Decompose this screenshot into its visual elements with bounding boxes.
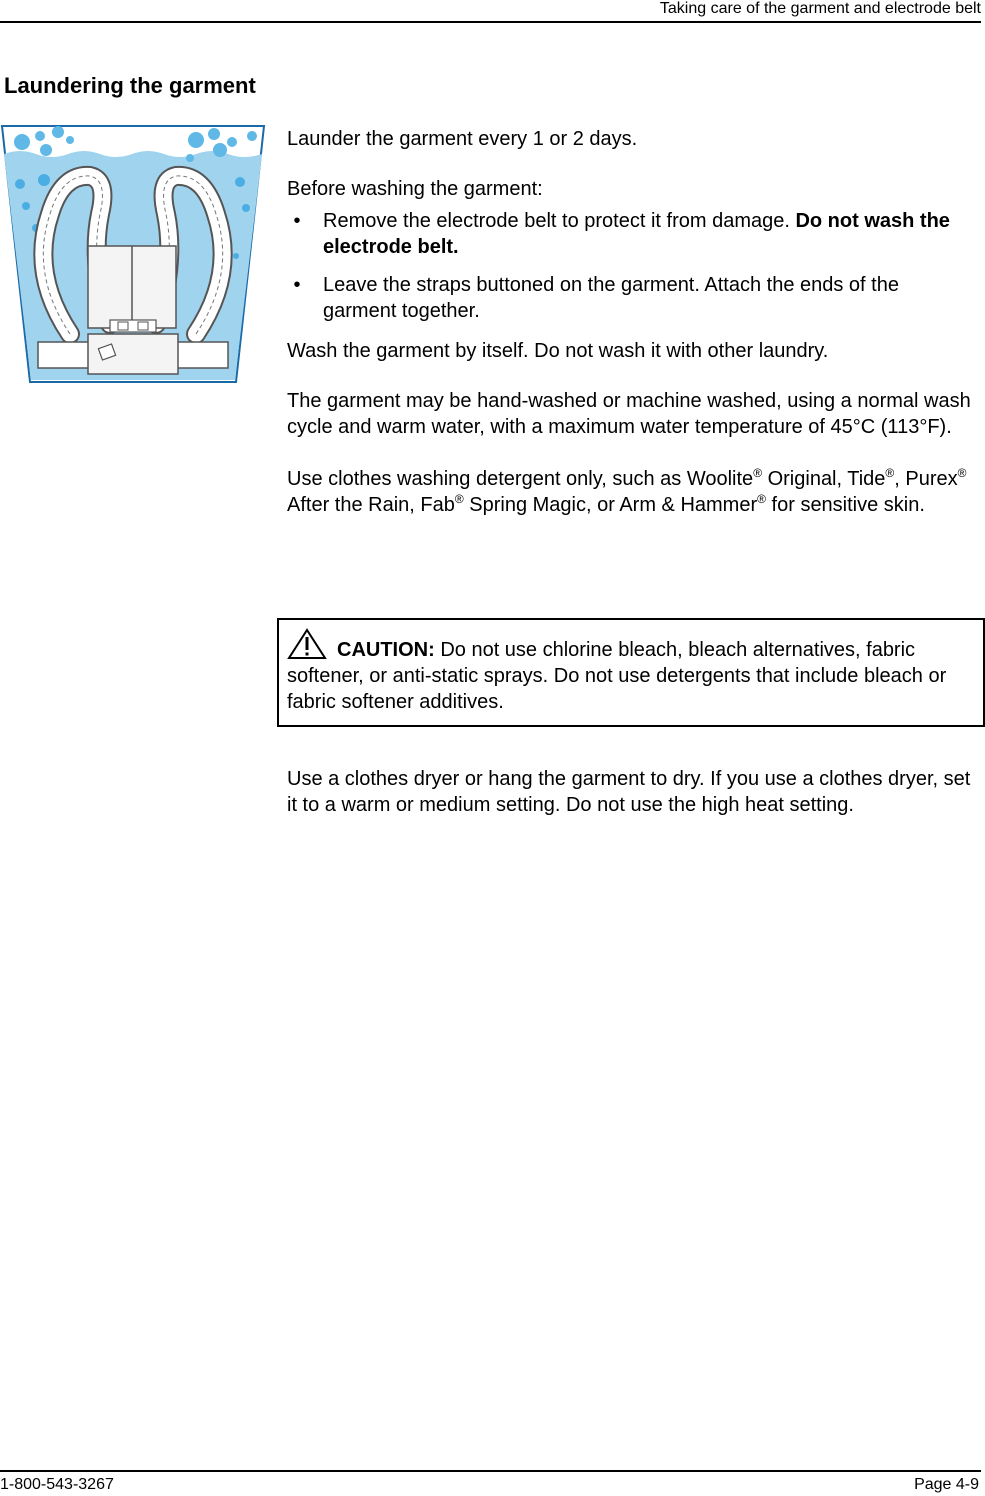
footer-page-number: Page 4-9 xyxy=(914,1476,979,1493)
running-header xyxy=(0,0,981,23)
body-content xyxy=(287,126,977,518)
caution-box xyxy=(277,618,985,727)
launder-frequency-text: Launder the garment every 1 or 2 days. xyxy=(287,128,638,150)
list-item-text: Leave the straps buttoned on the garment. Attach the ends of the garment together. xyxy=(323,274,899,322)
list-item xyxy=(287,272,977,324)
caution-label: CAUTION: xyxy=(337,639,435,661)
detergent-text: Use clothes washing detergent only, such as Woolite® Original, Tide®, Purex® After the Rain, Fab® Spring Magic, or Arm & Hammer® for sensitive skin. xyxy=(287,466,967,516)
bullet-icon: • xyxy=(293,210,301,232)
before-washing-text: Before washing the garment: xyxy=(287,178,543,200)
footer-phone: 1-800-543-3267 xyxy=(0,1476,114,1493)
before-washing-list xyxy=(287,208,977,324)
wash-method-text: The garment may be hand-washed or machine washed, using a normal wash cycle and warm water, with a maximum water temperature of 45°C (113°F). xyxy=(287,390,971,438)
caution-text: Do not use chlorine bleach, bleach alternatives, fabric softener, or anti-static sprays. Do not use detergents that include bleach or fabric softener additives. xyxy=(287,639,947,713)
bullet-icon: • xyxy=(293,274,301,296)
list-item xyxy=(287,208,977,260)
running-header-title: Taking care of the garment and electrode belt xyxy=(659,0,981,17)
list-item-text: Remove the electrode belt to protect it from damage. xyxy=(323,210,796,232)
garment-in-water-illustration xyxy=(0,124,266,384)
warning-triangle-icon xyxy=(287,628,327,660)
drying-text: Use a clothes dryer or hang the garment to dry. If you use a clothes dryer, set it to a warm or medium setting. Do not use the high heat setting. xyxy=(287,768,971,816)
list-item-warning: Do not wash the electrode belt. xyxy=(323,210,950,258)
page-footer xyxy=(0,1470,981,1496)
wash-separately-text: Wash the garment by itself. Do not wash it with other laundry. xyxy=(287,340,829,362)
section-heading: Laundering the garment xyxy=(4,73,256,98)
